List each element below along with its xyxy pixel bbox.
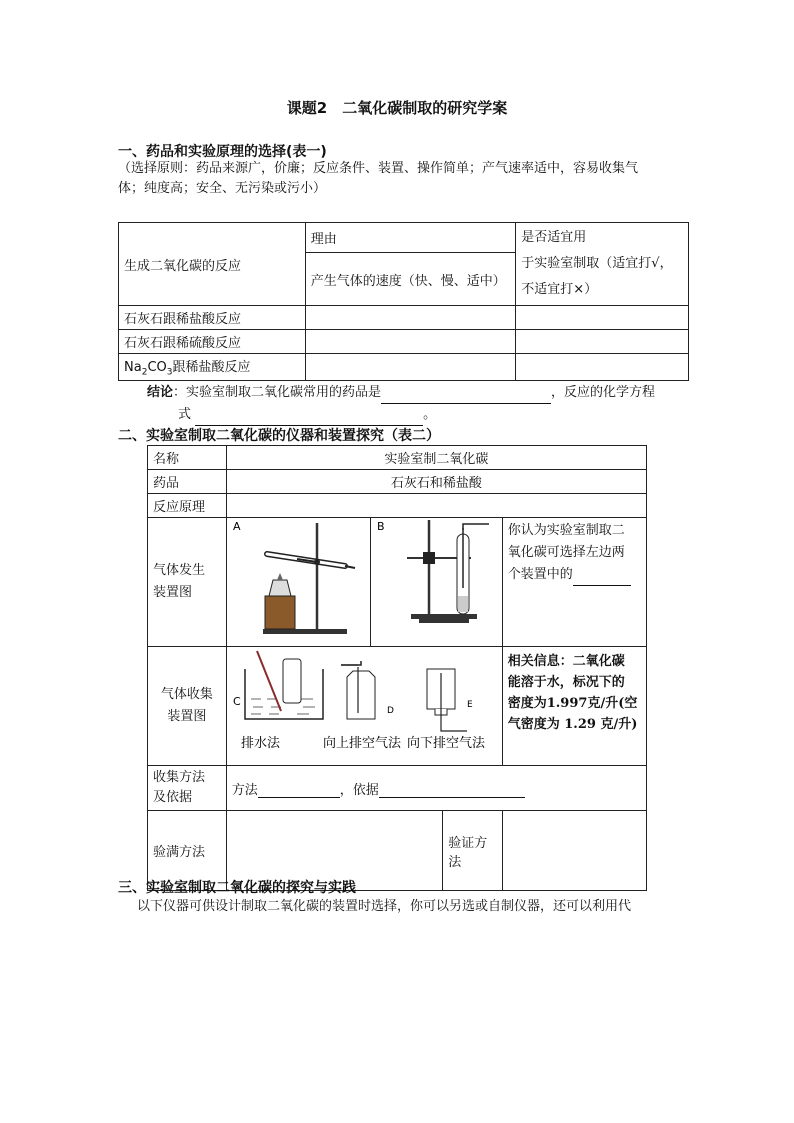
table2-drug-value: 石灰石和稀盐酸 bbox=[226, 470, 646, 494]
section2-heading: 二、实验室制取二氧化碳的仪器和装置探究（表二） bbox=[118, 428, 440, 444]
table1-row-1-suitable[interactable] bbox=[516, 306, 689, 330]
table2-principle-value[interactable] bbox=[226, 494, 646, 518]
method-e-label: 向下排空气法 bbox=[406, 736, 485, 751]
collect-apparatus-figure bbox=[227, 647, 501, 761]
table1-suitable-line3: 不适宜打×） bbox=[521, 282, 598, 297]
figure-d-label: D bbox=[386, 706, 394, 716]
conclusion-equation-blank[interactable] bbox=[195, 411, 423, 426]
table1-row-2-reaction: 石灰石跟稀硫酸反应 bbox=[119, 330, 306, 354]
gen-question-line3: 个装置中的 bbox=[507, 567, 573, 582]
table1-row-3-reaction: $Na_2CO_3$跟稀盐酸反应 bbox=[119, 354, 306, 381]
table1-row-3-speed[interactable] bbox=[305, 354, 516, 381]
table1-row-2-suitable[interactable] bbox=[516, 330, 689, 354]
collect-basis-label: ，依据 bbox=[339, 782, 379, 798]
info-line1: 相关信息：二氧化碳 bbox=[507, 654, 625, 669]
table1-row-1-speed[interactable] bbox=[305, 306, 516, 330]
page-title: 课题2 二氧化碳制取的研究学案 bbox=[286, 99, 508, 117]
collect-basis-blank[interactable] bbox=[379, 783, 525, 798]
conclusion-label: 结论 bbox=[147, 385, 174, 400]
apparatus-b-figure bbox=[371, 518, 502, 642]
section1-heading: 一、药品和实验原理的选择(表一) bbox=[118, 144, 327, 160]
conclusion-text2: ，反应的化学方程 bbox=[551, 385, 656, 400]
table2-full-label: 验满方法 bbox=[148, 811, 227, 891]
table-2 bbox=[147, 445, 647, 891]
method-d-label: 向上排空气法 bbox=[322, 736, 401, 751]
info-line2: 能溶于水，标况下的 bbox=[507, 675, 625, 690]
collect-method-blank[interactable] bbox=[258, 783, 340, 798]
section1-note-line1: （选择原则：药品来源广，价廉；反应条件、装置、操作简单；产气速率适中，容易收集气 bbox=[118, 161, 639, 176]
table1-row-3-suitable[interactable] bbox=[516, 354, 689, 381]
gen-question-line1: 你认为实验室制取二 bbox=[507, 523, 625, 538]
gen-question-cell bbox=[502, 518, 646, 647]
conclusion-text3: 式 bbox=[178, 407, 192, 422]
table1-header-speed: 产生气体的速度（快、慢、适中） bbox=[305, 253, 516, 306]
table2-collect-method-label: 收集方法 及依据 bbox=[148, 766, 227, 811]
apparatus-a-cell bbox=[226, 518, 370, 647]
table2-principle-label: 反应原理 bbox=[148, 494, 227, 518]
table1-row-1-reaction: 石灰石跟稀盐酸反应 bbox=[119, 306, 306, 330]
table-1 bbox=[118, 222, 689, 381]
conclusion-line1 bbox=[147, 382, 655, 404]
table2-drug-label: 药品 bbox=[148, 470, 227, 494]
related-info-cell bbox=[502, 647, 646, 766]
table2-verify-label: 验证方法 bbox=[443, 811, 502, 891]
method-c-label: 排水法 bbox=[240, 736, 280, 751]
figure-c-label: C bbox=[232, 695, 241, 708]
verify-method-answer[interactable] bbox=[502, 811, 646, 891]
gen-choice-blank[interactable] bbox=[573, 571, 631, 586]
conclusion-text1: ：实验室制取二氧化碳常用的药品是 bbox=[173, 385, 382, 400]
info-line4: 气密度为 1.29 克/升) bbox=[507, 717, 638, 732]
apparatus-a-figure bbox=[227, 518, 370, 642]
table2-collect-device-label: 气体收集 装置图 bbox=[148, 647, 227, 766]
info-line3: 密度为1.997克/升(空 bbox=[507, 696, 638, 711]
table1-suitable-line2: 于实验室制取（适宜打√， bbox=[521, 256, 673, 271]
table1-header-suitable bbox=[516, 223, 689, 306]
table2-gen-label: 气体发生 装置图 bbox=[148, 518, 227, 647]
conclusion-line2: 式 。 bbox=[178, 404, 436, 426]
figure-a-label: A bbox=[232, 520, 241, 533]
table2-name-value: 实验室制二氧化碳 bbox=[226, 446, 646, 470]
table1-row-2-speed[interactable] bbox=[305, 330, 516, 354]
table1-suitable-line1: 是否适宜用 bbox=[521, 230, 587, 245]
apparatus-b-cell bbox=[370, 518, 502, 647]
collect-apparatus-cell bbox=[226, 647, 502, 766]
figure-b-label: B bbox=[376, 520, 385, 533]
stand-base bbox=[263, 629, 347, 634]
conclusion-drug-blank[interactable] bbox=[381, 389, 551, 404]
collect-method-cell bbox=[226, 766, 646, 811]
table2-name-label: 名称 bbox=[148, 446, 227, 470]
gen-question-line2: 氧化碳可选择左边两 bbox=[507, 545, 625, 560]
table1-header-reaction: 生成二氧化碳的反应 bbox=[119, 223, 306, 306]
table1-header-reason: 理由 bbox=[305, 223, 516, 253]
collect-method-label: 方法 bbox=[231, 782, 258, 798]
section3-text: 以下仪器可供设计制取二氧化碳的装置时选择，你可以另选或自制仪器，还可以利用代 bbox=[137, 899, 632, 914]
section1-note-line2: 体；纯度高；安全、无污染或污小） bbox=[118, 181, 327, 196]
section3-heading: 三、实验室制取二氧化碳的探究与实践 bbox=[118, 880, 356, 896]
figure-e-label: E bbox=[466, 700, 473, 710]
